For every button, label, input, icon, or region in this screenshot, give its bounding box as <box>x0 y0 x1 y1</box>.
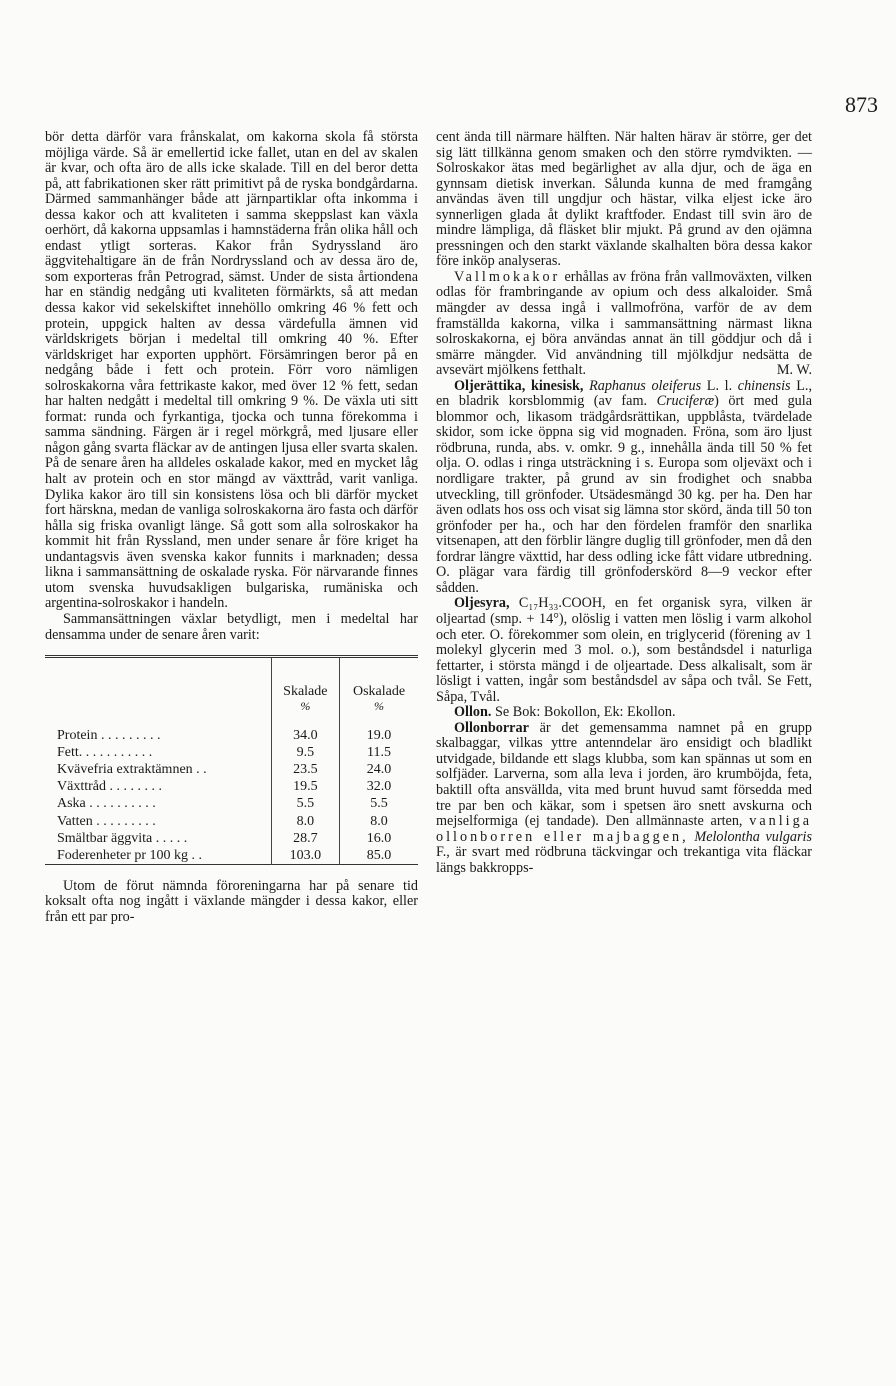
row-label: Foderenheter pr 100 kg . . <box>45 847 271 865</box>
cell-oskalade: 5.5 <box>370 796 388 812</box>
row-label: Fett. . . . . . . . . . . <box>45 744 271 761</box>
entry-term: Oljerättika, kinesisk, <box>454 377 584 394</box>
cell-oskalade: 16.0 <box>366 830 392 846</box>
cell-skalade: 19.5 <box>271 778 339 795</box>
cell-oskalade: 24.0 <box>366 762 392 778</box>
entry-term: Ollonborrar <box>454 719 529 736</box>
row-label: Aska . . . . . . . . . . <box>45 795 271 812</box>
table-row <box>45 720 418 744</box>
left-column <box>45 130 418 925</box>
entry-oljesyra: Oljesyra, C₁₇H₃₃.COOH, en fet organisk syra, vilken är oljeartad (smp. + 14°), olöslig i vatten men löslig i varm alkohol och eter. O. förekommer som olein, en triglycerid (förening av 1 molekyl glycerin med 3 mol. o.), som beståndsdel i naturliga fettarter, i största mängd i de oljeartade. Dess alkalisalt, som är lösligt i vatten, ingår som beståndsdel av såpa och tvål. Se Fett, Såpa, Tvål. <box>436 595 812 705</box>
cell-skalade: 34.0 <box>271 720 339 744</box>
entry-oljerattika: Oljerättika, kinesisk, Raphanus oleiferus L. l. chinensis L., en bladrik korsblommig (av fam. Cruciferæ) ört med gula blommor och, likasom trädgårdsrättikan, uppblåsta, tvärdelade skidor, som icke öppna sig vid mognaden. Fröna, som äro ljust rödbruna, runda, abs. v. omkr. 9 g., innehålla ända till 50 % fet olja. O. odlas i ringa utsträckning i s. Europa som oljeväxt och i nordligare trakter, på grund av sin frodighet och snabba utveckling, till grönfoder. Utsädesmängd 30 kg. per ha. Den har även odlats hos oss och visat sig lämna stor skörd, ända till 50 ton grönfoder per ha., och har den fördelen framför den snarlika vitsenapen, att den förblir längre duglig till grönfoder, men då den fordrar längre växttid, har dess odling icke fått vidare utbredning. O. plägar vara färdig till grönfoderskörd 8—9 veckor efter sådden. <box>436 377 813 596</box>
cell-skalade: 9.5 <box>271 744 339 761</box>
cell-skalade: 103.0 <box>271 847 339 865</box>
entry-ollonborrar: Ollonborrar är det gemensamma namnet på en grupp skalbaggar, vilkas yttre antenndelar äro ensidigt och bladlikt utvidgade, bildande ett slags klubba, som kan spännas ut som en solfjäder. Larverna, som alla leva i jorden, äro krumböjda, feta, baktill ofta ansvällda, vita med brunt huvud samt försedda med tre par ben och käkar, som i spetsen äro snett avskurna och mejselformiga (ej tandade). Den allmännaste arten, vanliga ollonborren eller majbaggen, Melolontha vulgaris F., är svart med rödbruna täckvingar och trekantiga vita fläckar längs bakkropps- <box>436 719 813 876</box>
table-row <box>45 744 418 761</box>
row-label: Smältbar äggvita . . . . . <box>45 830 271 847</box>
entry-term: Oljesyra, <box>454 595 510 612</box>
cell-oskalade: 32.0 <box>366 779 392 795</box>
table-row <box>45 813 418 830</box>
entry-term: Vallmokakor <box>454 268 561 285</box>
composition-table <box>45 655 418 865</box>
paragraph: Utom de förut nämnda föroreningarna har på senare tid koksalt ofta nog ingått i växlande mängder i dessa kakor, eller från ett par pro- <box>45 877 418 925</box>
cell-oskalade: 8.0 <box>370 813 388 829</box>
paragraph: bör detta därför vara frånskalat, om kakorna skola få största möjliga värde. Så är emellertid icke fallet, utan en del av skalen är kvar, och ofta äro de alls icke skalade. Till en del beror detta på, att fabrikationen sker rätt primitivt på de ryska bondgårdarna. Därmed sammanhänger både att järnpartiklar ofta inkomma i dessa kakor och att kvaliteten i samma skeppslast kan växla oerhört, då kakorna uppsamlas i hamnstäderna från olika håll och endast ytligt sorteras. Kakor från Sydryssland äro äggvitehaltigare än de från Nordryssland och av dessa äro de, som exporteras från Petrograd, sämst. Under de sista årtiondena har en ständig nedgång uti kvaliteten förmärkts, så att medan dessa kakor vid sekelskiftet innehöllo omkring 46 % fett och protein, uppgick halten av dessa värdefulla ämnen vid världskrigets början i medeltal till omkring 40 %. Efter världskriget har exporten upphört. Försämringen beror på en nedgång både i fett och protein. Förr voro nämligen solroskakorna våra fettrikaste kakor, med över 12 % fett, sedan har halten nedgått i medeltal till omkring 9 %. De växla uti sitt format: runda och fyrkantiga, tjocka och tunna förekomma i samma sändning. Färgen är i regel mörkgrå, med ljusare eller någon gång svarta fläckar av de antingen ljusa eller svarta skalen. På de senare åren ha alldeles oskalade kakor, med en mycket låg halt av protein och en stor mängd av växttråd, varit vanliga. Dylika kakor äro till sin konsistens lösa och bli därför mycket fort härskna, medan de vanliga solroskakorna äro fasta och därför hålla sig friska ovanligt länge. Så gott som alla solroskakor ha kommit hit från Ryssland, men under senare år före kriget ha undantagsvis även svenska kakor funnits i marknaden; dessa likna i sammansättning de oskalade ryska. För närvarande finnes utom svenska huvudsakligen bulgariska, rumäniska och argentina-solroskakor i handeln. <box>45 129 418 612</box>
cell-oskalade: 11.5 <box>367 745 391 761</box>
cell-skalade: 8.0 <box>271 813 339 830</box>
row-label: Vatten . . . . . . . . . <box>45 813 271 830</box>
table-row <box>45 761 418 778</box>
page-number: 873 <box>845 92 878 117</box>
table-row <box>45 847 418 865</box>
row-label: Kvävefria extraktämnen . . <box>45 761 271 778</box>
table-row <box>45 795 418 812</box>
cell-skalade: 23.5 <box>271 761 339 778</box>
row-label: Protein . . . . . . . . . <box>45 720 271 744</box>
table-row <box>45 830 418 847</box>
table-header-skalade: Skalade % <box>271 657 339 721</box>
right-column <box>436 130 812 876</box>
entry-vallmokakor: Vallmokakor erhållas av fröna från vallmoväxten, vilken odlas för frambringande av opium och dess alkaloider. Små mängder av dessa ingå i vallmofröna, varför de av dem framställda kakorna, vilka i sammansättning närmast likna solroskakorna, ej böra användas annat än till göddjur och då i smärre mängder. Vid användning till mjölkdjur nedsätta de avsevärt mjölkens fetthalt. M. W. <box>436 268 812 379</box>
row-label: Växttråd . . . . . . . . <box>45 778 271 795</box>
cell-skalade: 5.5 <box>271 795 339 812</box>
cell-skalade: 28.7 <box>271 830 339 847</box>
entry-term: Ollon. <box>454 704 492 721</box>
entry-ollon: Ollon. Se Bok: Bokollon, Ek: Ekollon. <box>454 704 676 721</box>
table-header-oskalade: Oskalade % <box>352 683 406 713</box>
table-row <box>45 778 418 795</box>
author-signature: M. W. <box>776 362 812 379</box>
paragraph: cent ända till närmare hälften. När halten härav är större, ger det sig lätt tillkänna genom smaken och den större rymdvikten. — Solroskakor ätas med begärlighet av alla djur, och de äga en gynnsam dietisk inverkan. Sålunda kunna de med framgång användas även till ungdjur och hästar, vilka eljest icke äro synnerligen glada åt dylikt kraftfoder. Endast till svin äro de mindre lämpliga, då fläsket blir mjukt. På grund av den ojämna pressningen och den starkt växlande skalhalten böra dessa kakor före inköp analyseras. <box>436 129 812 270</box>
table-header-blank <box>45 657 271 721</box>
cell-oskalade: 85.0 <box>366 847 392 863</box>
paragraph: Sammansättningen växlar betydligt, men i medeltal har densamma under de senare åren varit: <box>45 610 418 643</box>
cell-oskalade: 19.0 <box>366 728 392 744</box>
